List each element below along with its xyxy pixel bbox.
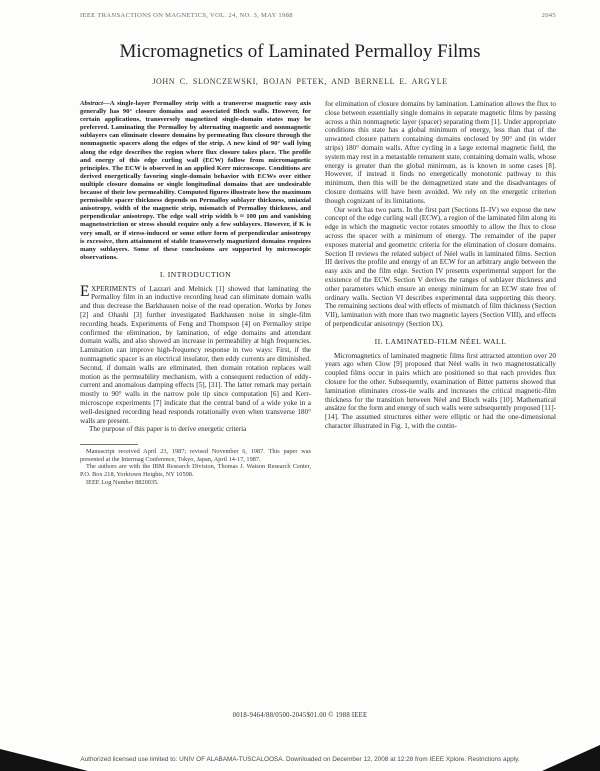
right-column-paragraphs — [325, 206, 556, 329]
abstract-text: A single-layer Permalloy strip with a transverse magnetic easy axis generally has 90° closure domains and associated Bloch walls. However, for certain applications, transversely magnetized single-domain states may be preferred. Laminating the Permalloy by alternating magnetic and nonmagnetic sublayers can eliminate closure domains by permeating flux closure through the nonmagnetic spacers along the edges of the strip. A new kind of 90° wall lying along the edge describes the region where flux closure takes place. The profile and energy of this edge curling wall (ECW) follow from micromagnetic principles. The ECW is observed in an applied Kerr microscope. Conditions are derived energetically favoring single-domain behavior with ECWs over either multiple closure domains or single longitudinal domains that are undesirable because of their low permeability. Computed figures illustrate how the maximum permissible spacer thickness depends on Permalloy sublayer thickness, uniaxial anisotropy, width of the magnetic strip, mismatch of Permalloy thickness, and perpendicular anisotropy. The edge wall strip width b ≈ 100 µm and vanishing magnetostriction or stress should require only a few sublayers. However, if K is very small, or if stress-induced or some other form of perpendicular anisotropy is excessive, then attainment of stable transversely magnetized domains requires many sublayers. Some of these conclusions are supported by microscopic observations. — [80, 100, 312, 261]
intro-paragraphs — [80, 425, 311, 434]
two-column-body — [0, 86, 600, 652]
paragraph: Our work has two parts. In the first part (Sections II–IV) we expose the new concept of the edge curling wall (ECW), a region of the laminated film along its edge in which the magnetic vector rotates smoothly to allow the flux to close across the spacer with a minimum of energy. The remainder of the paper exposes material and geometric criteria for the elimination of closure domains. Section II reviews the related subject of Néel walls in laminated films. Section III derives the profile and energy of an ECW for an arbitrary angle between the easy axis and the film edge. Section IV presents experimental support for the existence of the ECW. Section V derives the ranges of sublayer thickness and other parameters which ensure an energy minimum for an ECW state free of ordinary walls. Section VI describes experimental data supporting this theory. The remaining sections deal with effects of mismatch of film thickness (Section VII), lamination with more than two magnetic layers (Section VIII), and effects of perpendicular anisotropy (Section IX). — [325, 205, 556, 328]
authors-line: JOHN C. SLONCZEWSKI, BOJAN PETEK, AND BERNELL E. ARGYLE — [152, 77, 448, 86]
paragraph: Micromagnetics of laminated magnetic films first attracted attention over 20 years ago when Clow [9] proposed that Néel walls in two magnetostatically coupled films occur in pairs which are positioned so that each provides flux closure for the other. Subsequently, examination of Bitter patterns showed that lamination eliminates cross-tie walls and increases the critical magnetic-film thickness for the transition between Néel and Bloch walls [10]. Mathematical ansätze for the form and energy of such walls were subsequently proposed [11]-[14]. The assumed structures either were elliptic or had the one-dimensional character illustrated in Fig. 1, with the contin- — [325, 351, 556, 430]
section-heading-introduction: I. INTRODUCTION — [159, 269, 232, 279]
neel-paragraphs — [325, 352, 556, 431]
footnote-rule — [80, 444, 138, 445]
page-number: 2045 — [541, 12, 556, 19]
intro-first-paragraph — [80, 282, 311, 426]
intro-first-text: XPERIMENTS of Lazzari and Melnick [1] showed that laminating the Permalloy film in an inductive recording head can eliminate domain walls and thus decrease the Barkhausen noise of the read operation. Works by Jones [2] and Ohashi [3] further investigated Barkhausen noise in single-film recording heads. Experiments of Feng and Thompson [4] on Permalloy stripe confirmed the elimination, by lamination, of edge domains and attendant domain walls, and also showed an increase in permeability at high frequencies. Lamination can improve high-frequency response in two ways: First, if the nonmagnetic spacer is an electrical insulator, then eddy currents are diminished. Second, if domain walls are eliminated, then domain rotation replaces wall motion as the permeability mechanism, with a consequent reduction of eddy-current and anomalous damping effects [5], [31]. The latter remark may pertain mostly to 90° walls in the narrow pole tip since computation [6] and Kerr-microscope experiments [7] indicate that the central band of a wide yoke in a well-designed recording head responds rotationally even when transverse 180° walls are present. — [80, 284, 311, 425]
journal-name: IEEE TRANSACTIONS ON MAGNETICS, VOL. 24, NO. 3, MAY 1988 — [80, 12, 293, 19]
footnote-lines — [80, 448, 311, 486]
left-column — [80, 100, 311, 652]
section-heading-neel-wall: II. LAMINATED-FILM NÉEL WALL — [374, 336, 507, 346]
continuation-paragraph: for elimination of closure domains by lamination. Lamination allows the flux to close between essentially single domains in separate magnetic films by passing across a thin nonmagnetic layer (spacer) separating them [1]. Under appropriate conditions this state has a global minimum of energy, less than that of the unwanted closure pattern containing domains enclosed by 90° and (in wider strips) 180° domain walls. After cycling in a large external magnetic field, the system may rest in a metastable remanent state, containing domain walls, whose energy is greater than the global minimum, as is known in some cases [8]. However, if instead it finds no energetically monotonic pathway to this minimum, then this will be the demagnetized state and the disadvantages of closure domains will have been avoided. We rely on the energetic criterion though cognizant of its limitations. — [325, 100, 556, 205]
paper-title: Micromagnetics of Laminated Permalloy Films — [119, 41, 481, 62]
paragraph: The purpose of this paper is to derive energetic criteria — [89, 425, 247, 434]
copyright-line: 0018-9464/88/0500-2045$01.00 © 1988 IEEE — [232, 712, 368, 719]
abstract — [80, 100, 311, 262]
page-header — [0, 0, 600, 19]
right-column — [325, 100, 556, 652]
dropcap-letter: E — [80, 282, 90, 300]
footnote — [80, 444, 311, 486]
paragraph: IEEE Log Number 8820035. — [86, 478, 159, 486]
paragraph: Manuscript received April 23, 1987; revised November 6, 1987. This paper was presented at the Intermag Conference, Tokyo, Japan, April 14-17, 1987. — [80, 448, 311, 463]
license-line: Authorized licensed use limited to: UNIV OF ALABAMA-TUSCALOOSA. Downloaded on December 12, 2008 at 12:28 from IEEE Xplore. Restrictions apply. — [80, 756, 520, 763]
paragraph: The authors are with the IBM Research Division, Thomas J. Watson Research Center, P.O. Box 218, Yorktown Heights, NY 10598. — [80, 463, 311, 478]
abstract-label: Abstract— — [80, 100, 110, 107]
